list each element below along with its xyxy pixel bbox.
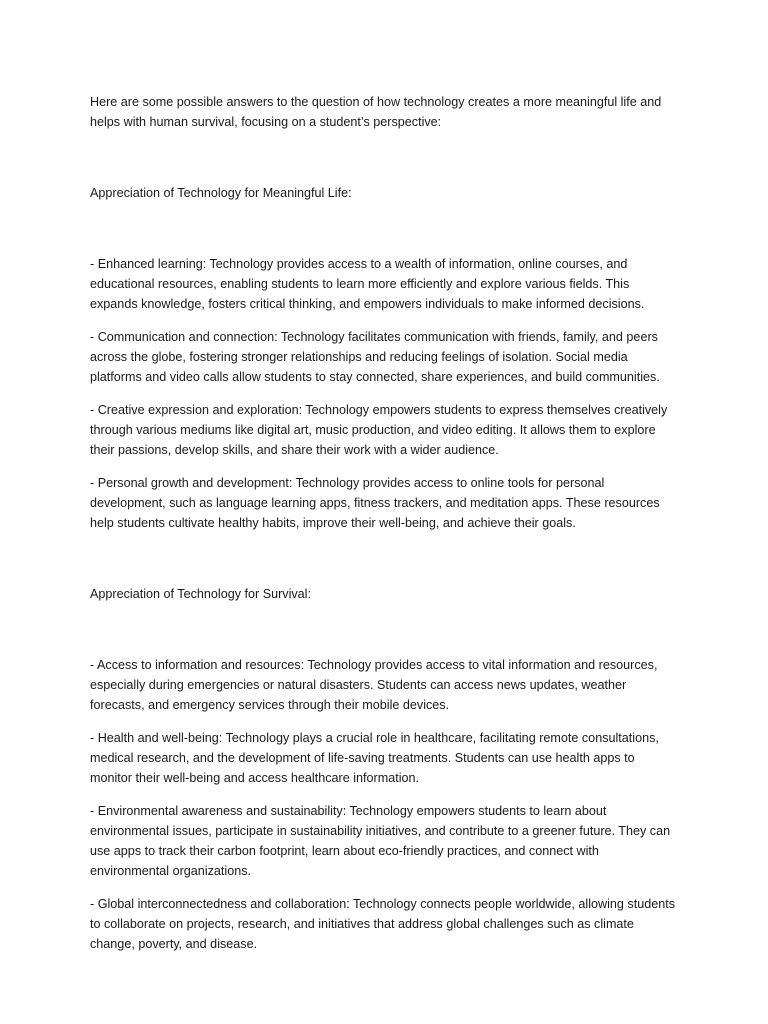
section-heading-meaningful-life: Appreciation of Technology for Meaningful Life: (90, 186, 352, 200)
list-item: - Personal growth and development: Technology provides access to online tools for personal development, such as language learning apps, fitness trackers, and meditation apps. These resources help students cultivate healthy habits, improve their well-being, and achieve their goals. (90, 476, 660, 530)
list-item: - Creative expression and exploration: Technology empowers students to express themselves creatively through various mediums like digital art, music production, and video editing. It allows them to explore their passions, develop skills, and share their work with a wider audience. (90, 403, 668, 457)
list-item: - Enhanced learning: Technology provides access to a wealth of information, online courses, and educational resources, enabling students to learn more efficiently and explore various fields. This expands knowledge, fosters critical thinking, and empowers individuals to make informed decisions. (90, 257, 645, 311)
document-page (90, 92, 680, 967)
intro-paragraph: Here are some possible answers to the question of how technology creates a more meaningful life and helps with human survival, focusing on a student’s perspective: (90, 95, 662, 129)
section-heading-survival: Appreciation of Technology for Survival: (90, 587, 311, 601)
list-item: - Global interconnectedness and collaboration: Technology connects people worldwide, allowing students to collaborate on projects, research, and initiatives that address global challenges such as climate change, poverty, and disease. (90, 897, 676, 951)
list-item: - Environmental awareness and sustainability: Technology empowers students to learn about environmental issues, participate in sustainability initiatives, and contribute to a greener future. They can use apps to track their carbon footprint, learn about eco-friendly practices, and connect with environmental organizations. (90, 804, 671, 878)
list-item: - Health and well-being: Technology plays a crucial role in healthcare, facilitating remote consultations, medical research, and the development of life-saving treatments. Students can use health apps to monitor their well-being and access healthcare information. (90, 731, 659, 785)
list-item: - Communication and connection: Technology facilitates communication with friends, family, and peers across the globe, fostering stronger relationships and reducing feelings of isolation. Social media platforms and video calls allow students to stay connected, share experiences, and build communities. (90, 330, 660, 384)
list-item: - Access to information and resources: Technology provides access to vital information and resources, especially during emergencies or natural disasters. Students can access news updates, weather forecasts, and emergency services through their mobile devices. (90, 658, 658, 712)
